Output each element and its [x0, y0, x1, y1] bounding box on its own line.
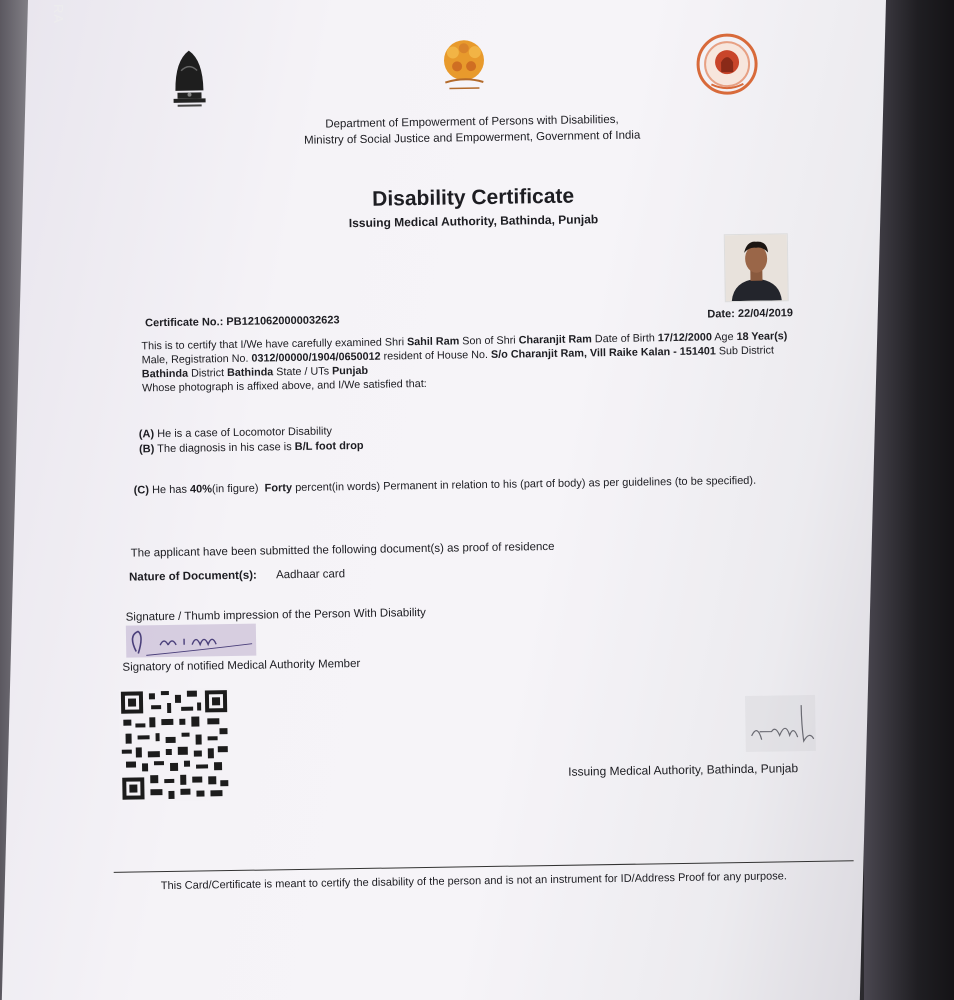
ministry-name: Ministry of Social Justice and Empowerment, Government of India — [304, 129, 641, 147]
finding-b-label: (B) — [138, 443, 155, 456]
subdistrict-value: Bathinda — [141, 367, 189, 381]
finding-a-label: (A) — [138, 428, 155, 441]
footer-disclaimer: This Card/Certificate is meant to certify the disability of the person and is not an instrument for ID/Address Proof for any purpose. — [160, 870, 787, 893]
certification-paragraph — [141, 329, 798, 395]
finding-c-rest: percent(in words) Permanent in relation to his (part of body) as per guidelines (to be specified). — [295, 474, 757, 494]
age-label: Age — [714, 331, 734, 344]
percent-words: Forty — [264, 482, 293, 495]
certificate-document — [100, 0, 846, 1000]
state-label: State / UTs — [276, 365, 330, 379]
subdistrict-label: Sub District — [718, 344, 775, 358]
department-seal-icon — [695, 32, 760, 99]
residence-proof-intro: The applicant have been submitted the following document(s) as proof of residence — [130, 540, 555, 560]
findings-ab — [139, 424, 364, 458]
applicant-name: Sahil Ram — [406, 335, 460, 349]
page-title: Disability Certificate — [372, 184, 575, 211]
national-emblem-icon — [163, 40, 216, 113]
corner-text: RA — [51, 4, 66, 25]
diagnosis-value: B/L foot drop — [294, 439, 364, 453]
dob-label: Date of Birth — [594, 332, 655, 346]
qr-code-icon — [119, 688, 231, 802]
certificate-no-value: PB1210620000032623 — [226, 314, 340, 329]
date-value: 22/04/2019 — [737, 307, 794, 321]
page-subtitle: Issuing Medical Authority, Bathinda, Punjab — [348, 212, 599, 231]
house-address: S/o Charanjit Ram, Vill Raike Kalan - 151401 — [490, 345, 716, 361]
finding-b-text: The diagnosis in his case is — [157, 441, 292, 456]
department-name: Department of Empowerment of Persons with Disabilities, — [325, 113, 619, 131]
intro-text: This is to certify that I/We have carefully examined Shri — [141, 336, 405, 353]
resident-text: resident of House No. — [383, 348, 489, 363]
finding-c-pre: He has — [151, 483, 187, 497]
father-name: Charanjit Ram — [518, 333, 592, 347]
document-nature — [129, 568, 345, 583]
state-value: Punjab — [331, 364, 369, 378]
district-label: District — [190, 367, 225, 380]
issuing-authority-label: Issuing Medical Authority, Bathinda, Punjab — [568, 761, 799, 779]
photo-affixed-text: Whose photograph is affixed above, and I/We satisfied that: — [142, 377, 427, 395]
applicant-photo — [724, 233, 789, 302]
date-label: Date: — [707, 308, 735, 321]
disability-percent: 40% — [189, 483, 213, 496]
signatory-label: Signatory of notified Medical Authority Member — [122, 657, 361, 674]
finding-c-label: (C) — [133, 484, 150, 497]
certificate-no-label: Certificate No.: — [144, 316, 224, 330]
authority-signature-icon — [739, 695, 830, 760]
dob-value: 17/12/2000 — [657, 331, 713, 345]
son-of-text: Son of Shri — [462, 334, 516, 348]
finding-c — [134, 473, 794, 498]
person-signature-image — [126, 624, 256, 658]
person-photo-icon — [725, 234, 788, 301]
nature-label: Nature of Document(s): — [128, 569, 257, 584]
nature-value: Aadhaar card — [275, 568, 346, 582]
department-header — [262, 111, 682, 150]
certificate-date — [707, 307, 793, 320]
gender-reg-text: Male, Registration No. — [141, 352, 249, 367]
registration-no: 0312/00000/1904/0650012 — [251, 350, 381, 365]
age-value: 18 Year(s) — [736, 330, 788, 344]
finding-a-text: He is a case of Locomotor Disability — [157, 425, 333, 441]
district-value: Bathinda — [226, 366, 274, 380]
certificate-info-row — [145, 307, 793, 329]
in-figure-text: (in figure) — [211, 482, 259, 496]
person-signature-label: Signature / Thumb impression of the Person With Disability — [125, 606, 426, 624]
sugamya-logo-icon — [431, 36, 498, 99]
handwritten-signature-icon — [126, 624, 256, 658]
